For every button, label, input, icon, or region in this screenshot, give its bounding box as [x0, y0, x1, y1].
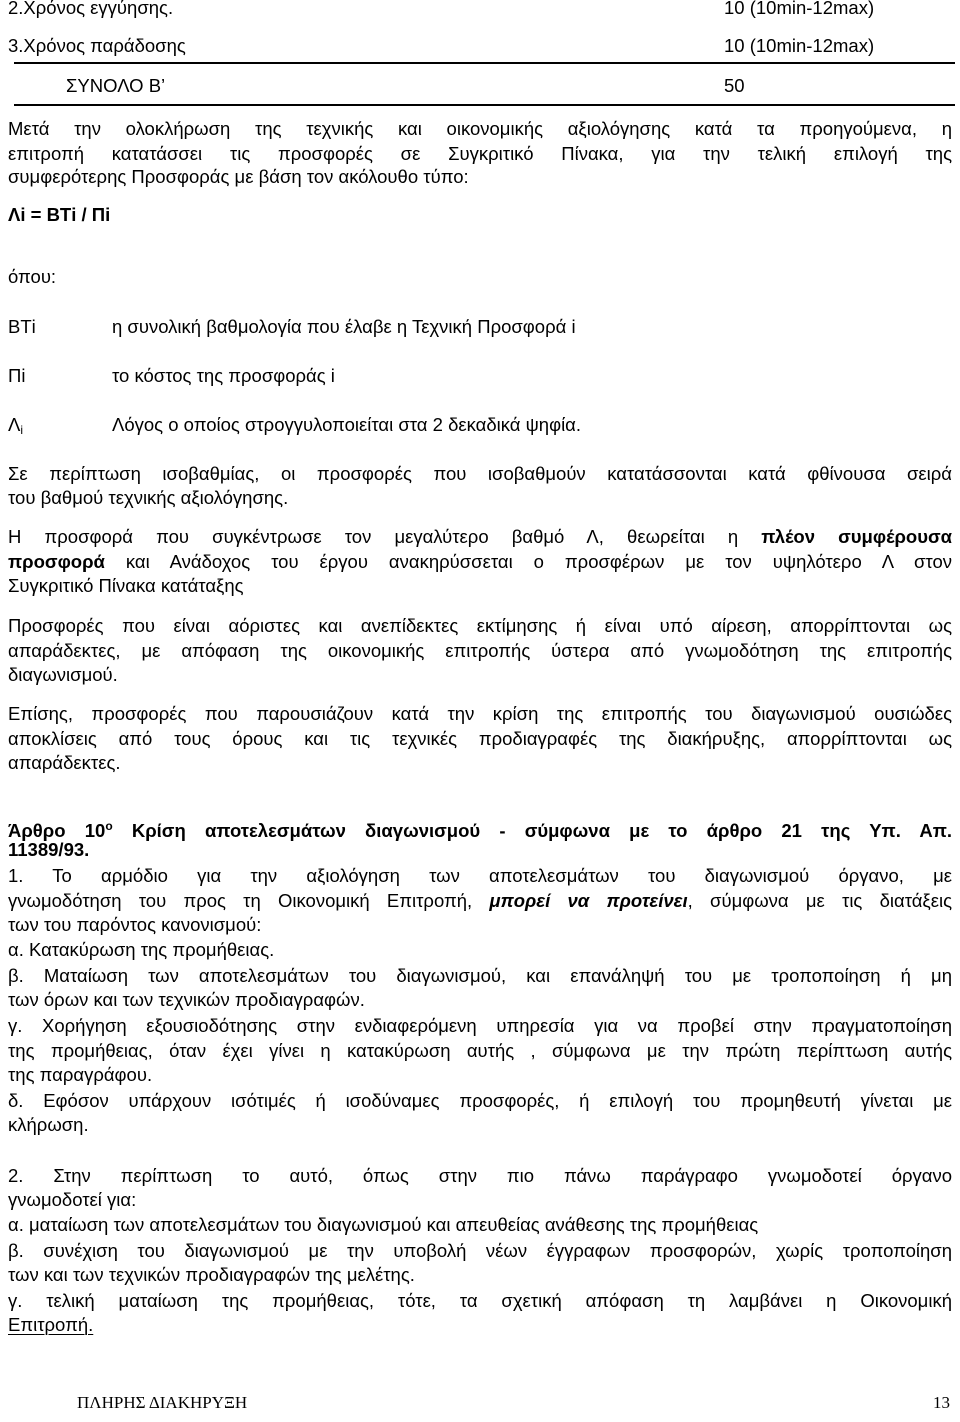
- article-heading-line-1: Άρθρο $10^o$ Κρίση αποτελεσμάτων διαγωνισμού - σύμφωνα με το άρθρο 21 της Υπ. Απ.: [8, 819, 952, 841]
- intro-line-1: Μετά την ολοκλήρωση της τεχνικής και οικονομικής αξιολόγησης κατά τα προηγούμενα, η: [8, 118, 952, 139]
- item1-line-1: 1. Το αρμόδιο για την αξιολόγηση των αποτελεσμάτων του διαγωνισμού όργανο, με: [8, 865, 952, 886]
- best-line-3: Συγκριτικό Πίνακα κατάταξης: [8, 575, 244, 596]
- tie-line-2: του βαθμού τεχνικής αξιολόγησης.: [8, 487, 289, 508]
- item1-line-2: γνωμοδότηση του προς τη Οικονομική Επιτροπή, μπορεί να προτείνει, σύμφωνα με τις διατάξεις: [8, 890, 952, 911]
- table-rule-bottom: [14, 104, 955, 106]
- reject2-line-1: Επίσης, προσφορές που παρουσιάζουν κατά την κρίση της επιτροπής του διαγωνισμού ουσιώδες: [8, 703, 952, 724]
- item1-option-b-line-1: β. Ματαίωση των αποτελεσμάτων του διαγωνισμού, και επανάληψή του με τροποποίηση ή μη: [8, 965, 952, 986]
- criterion-delivery-value: 10 (10min-12max): [724, 35, 875, 56]
- definition-term-lambda: $\Lambda_i$: [8, 414, 24, 437]
- where-label: όπου:: [8, 266, 57, 287]
- definition-desc-bti: η συνολική βαθμολογία που έλαβε η Τεχνική Προσφορά i: [112, 316, 576, 337]
- item2-option-c-line-2: Επιτροπή.: [8, 1314, 94, 1335]
- tie-line-1: Σε περίπτωση ισοβαθμίας, οι προσφορές που ισοβαθμούν κατατάσσονται κατά φθίνουσα σειρά: [8, 463, 952, 484]
- item2-option-a: α. ματαίωση των αποτελεσμάτων του διαγωνισμού και απευθείας ανάθεσης της προμήθειας: [8, 1214, 759, 1235]
- item2-option-c-line-1: γ. τελική ματαίωση της προμήθειας, τότε, τα σχετική απόφαση τη λαμβάνει η Οικονομική: [8, 1290, 952, 1311]
- item1-option-a: α. Κατακύρωση της προμήθειας.: [8, 939, 275, 960]
- definition-desc-lambda: Λόγος ο οποίος στρογγυλοποιείται στα 2 δεκαδικά ψηφία.: [112, 414, 582, 435]
- reject1-line-2: απαράδεκτες, με απόφαση της οικονομικής επιτροπής ύστερα από γνωμοδότηση της επιτροπής: [8, 640, 952, 661]
- criterion-warranty-label: 2.Χρόνος εγγύησης.: [8, 0, 174, 18]
- best-line-2: προσφορά και Ανάδοχος του έργου ανακηρύσσεται ο προσφέρων με τον υψηλότερο Λ στον: [8, 551, 952, 572]
- item1-option-d-line-2: κλήρωση.: [8, 1114, 89, 1135]
- article-heading-line-2: 11389/93.: [8, 839, 90, 860]
- reject1-line-3: διαγωνισμού.: [8, 664, 118, 685]
- criterion-warranty-value: 10 (10min-12max): [724, 0, 875, 18]
- definition-desc-pi: το κόστος της προσφοράς i: [112, 365, 335, 386]
- item1-line-3: των του παρόντος κανονισμού:: [8, 914, 262, 935]
- item2-option-b-line-1: β. συνέχιση του διαγωνισμού με την υποβολή νέων έγγραφων προσφορών, χωρίς τροποποίηση: [8, 1240, 952, 1261]
- item1-option-c-line-2: της προμήθειας, όταν έχει γίνει η κατακύρωση αυτής , σύμφωνα με την πρώτη περίπτωση αυτής: [8, 1040, 952, 1061]
- intro-line-2: επιτροπή κατατάσσει τις προσφορές σε Συγκριτικό Πίνακα, για την τελική επιλογή της: [8, 143, 952, 164]
- formula: Λi = ΒΤi / Πi: [8, 204, 111, 225]
- table-rule-top: [14, 62, 955, 64]
- item2-line-2: γνωμοδοτεί για:: [8, 1189, 137, 1210]
- criterion-delivery-label: 3.Χρόνος παράδοσης: [8, 35, 186, 56]
- intro-line-3: συμφερότερης Προσφοράς με βάση τον ακόλουθο τύπο:: [8, 166, 469, 187]
- item2-line-1: 2. Στην περίπτωση το αυτό, όπως στην πιο πάνω παράγραφο γνωμοδοτεί όργανο: [8, 1165, 952, 1186]
- item2-option-b-line-2: των και των τεχνικών προδιαγραφών της μελέτης.: [8, 1264, 415, 1285]
- definition-term-bti: ΒΤi: [8, 316, 36, 337]
- item1-option-d-line-1: δ. Εφόσον υπάρχουν ισότιμές ή ισοδύναμες προσφορές, ή επιλογή του προμηθευτή γίνεται με: [8, 1090, 952, 1111]
- item1-option-b-line-2: των όρων και των τεχνικών προδιαγραφών.: [8, 989, 365, 1010]
- definition-term-pi: Πi: [8, 365, 26, 386]
- best-line-1: Η προσφορά που συγκέντρωσε τον μεγαλύτερο βαθμό Λ, θεωρείται η πλέον συμφέρουσα: [8, 526, 952, 547]
- reject1-line-1: Προσφορές που είναι αόριστες και ανεπίδεκτες εκτίμησης ή είναι υπό αίρεση, απορρίπτονται ως: [8, 615, 952, 636]
- item1-option-c-line-1: γ. Χορήγηση εξουσιοδότησης στην ενδιαφερόμενη υπηρεσία για να προβεί στην πραγματοποίηση: [8, 1015, 952, 1036]
- item1-option-c-line-3: της παραγράφου.: [8, 1064, 153, 1085]
- total-value: 50: [724, 75, 745, 96]
- reject2-line-3: απαράδεκτες.: [8, 752, 121, 773]
- total-label: ΣΥΝΟΛΟ Β’: [66, 75, 166, 96]
- reject2-line-2: αποκλίσεις από τους όρους και τις τεχνικές προδιαγραφές της διακήρυξης, απορρίπτονται ως: [8, 728, 952, 749]
- footer-page-number: 13: [933, 1393, 950, 1412]
- footer-title: ΠΛΗΡΗΣ ΔΙΑΚΗΡΥΞΗ: [77, 1393, 248, 1412]
